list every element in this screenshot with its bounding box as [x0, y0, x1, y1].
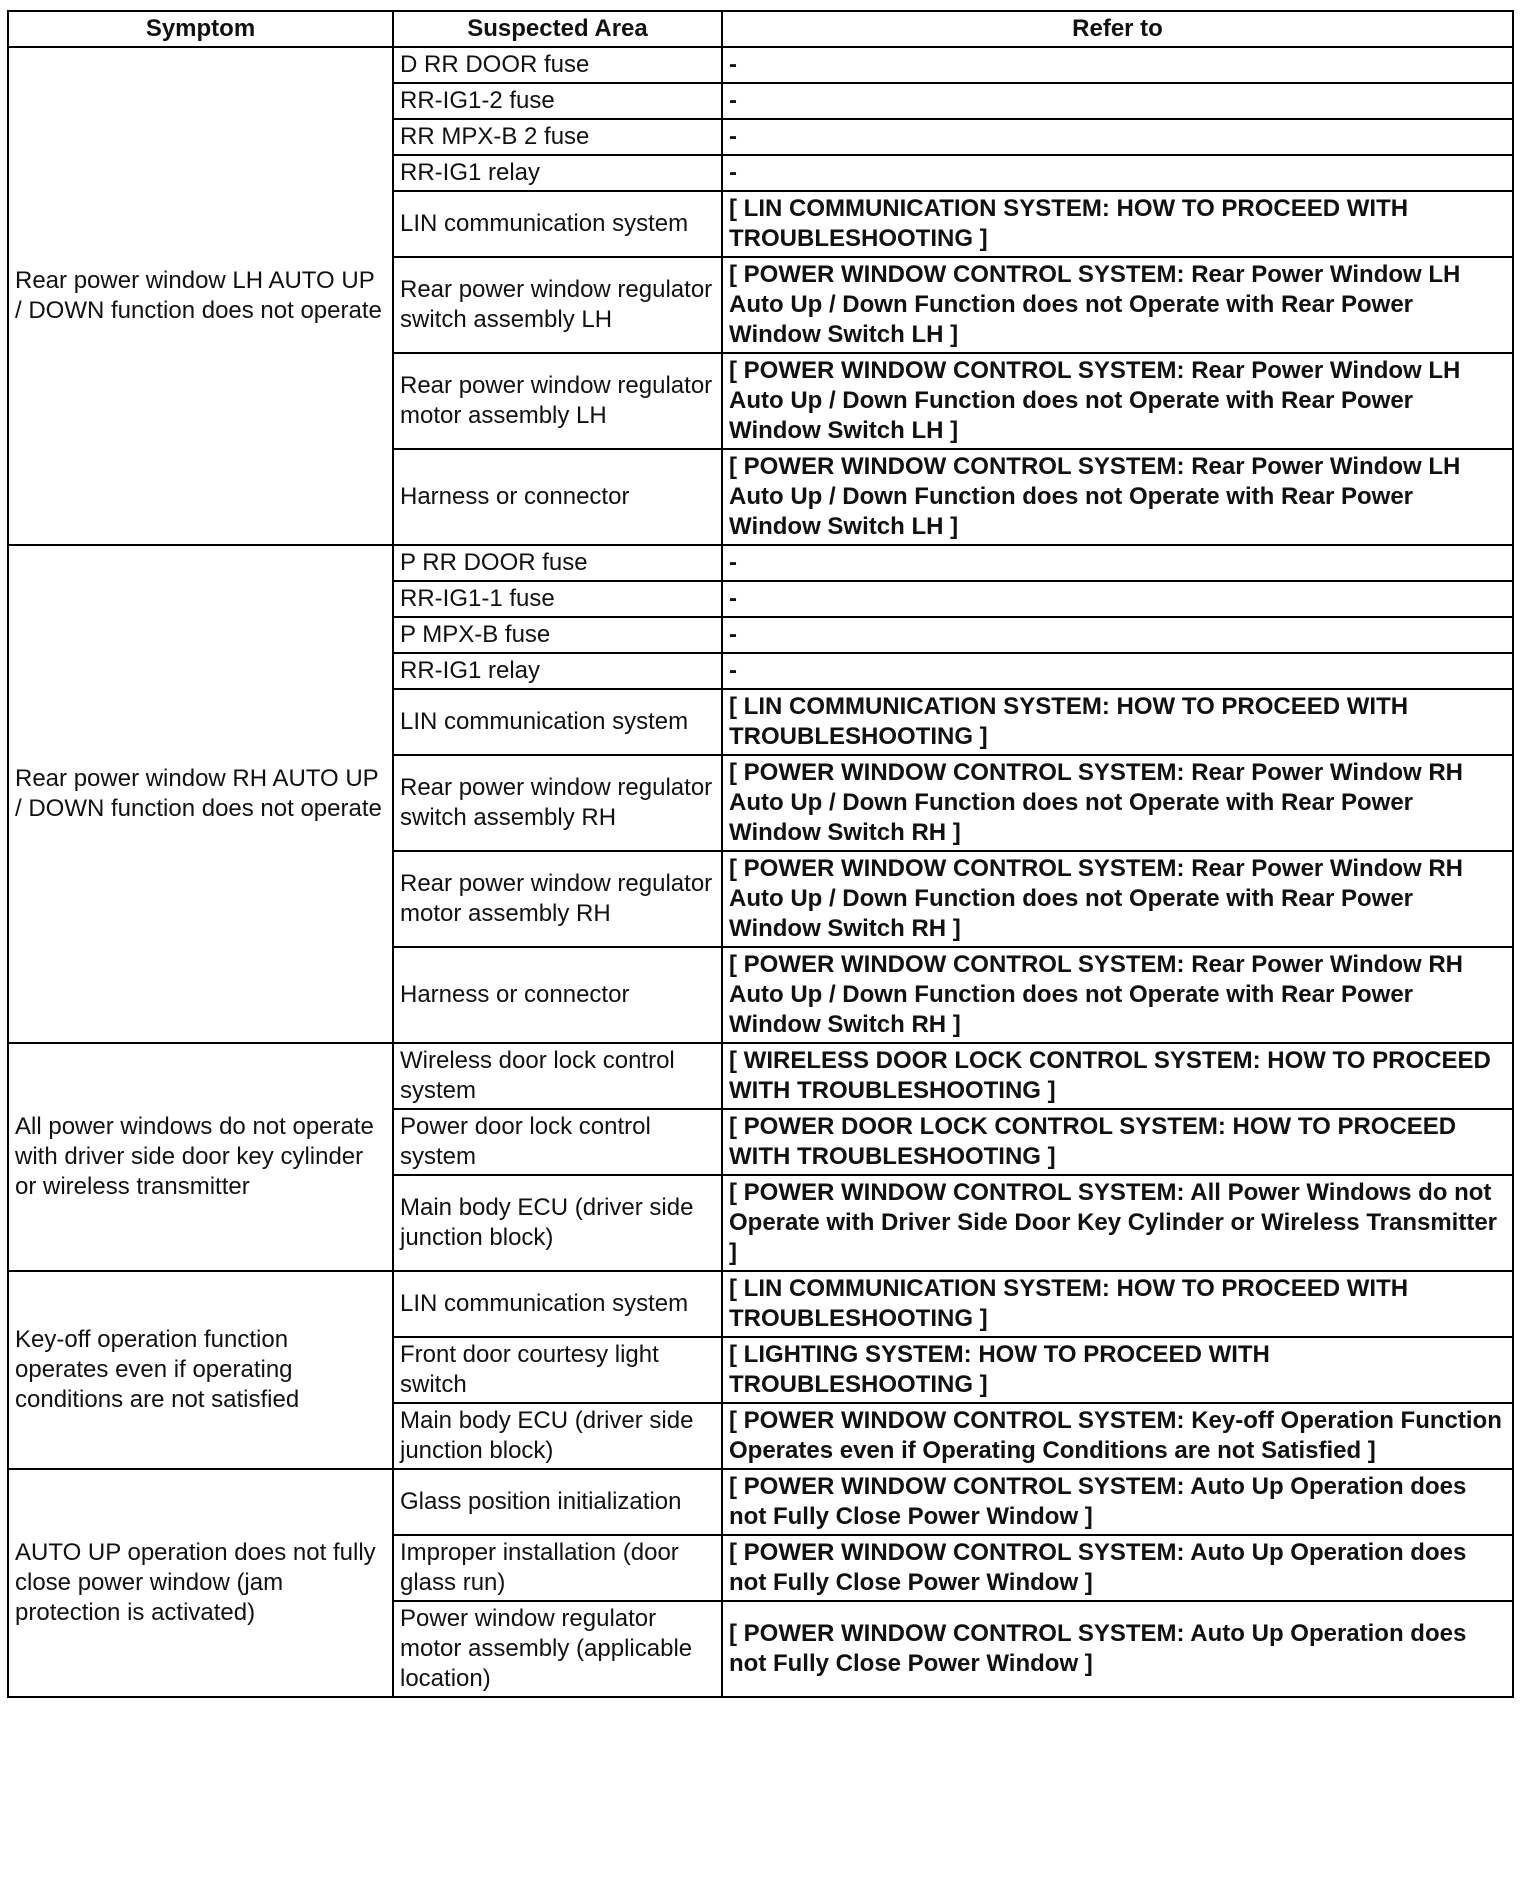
suspected-area-cell: RR-IG1 relay: [393, 155, 722, 191]
refer-to-cell: [ POWER WINDOW CONTROL SYSTEM: Rear Power Window LH Auto Up / Down Function does not Operate with Rear Power Window Switch LH ]: [722, 449, 1513, 545]
suspected-area-cell: Improper installation (door glass run): [393, 1535, 722, 1601]
suspected-area-cell: LIN communication system: [393, 689, 722, 755]
suspected-area-cell: P MPX-B fuse: [393, 617, 722, 653]
refer-to-cell: [ LIN COMMUNICATION SYSTEM: HOW TO PROCEED WITH TROUBLESHOOTING ]: [722, 689, 1513, 755]
refer-to-cell: -: [722, 83, 1513, 119]
table-row: [8, 47, 1513, 83]
suspected-area-cell: Glass position initialization: [393, 1469, 722, 1535]
refer-to-cell: [ POWER WINDOW CONTROL SYSTEM: Auto Up Operation does not Fully Close Power Window ]: [722, 1469, 1513, 1535]
suspected-area-cell: RR-IG1 relay: [393, 653, 722, 689]
suspected-area-cell: Rear power window regulator motor assembly LH: [393, 353, 722, 449]
symptom-cell: Rear power window LH AUTO UP / DOWN function does not operate: [8, 47, 393, 545]
refer-to-cell: -: [722, 155, 1513, 191]
header-refer-to: Refer to: [722, 11, 1513, 47]
table-body: [8, 47, 1513, 1697]
suspected-area-cell: RR-IG1-2 fuse: [393, 83, 722, 119]
table-row: [8, 1469, 1513, 1535]
refer-to-cell: [ POWER WINDOW CONTROL SYSTEM: Rear Power Window LH Auto Up / Down Function does not Operate with Rear Power Window Switch LH ]: [722, 353, 1513, 449]
header-symptom: Symptom: [8, 11, 393, 47]
refer-to-cell: [ POWER WINDOW CONTROL SYSTEM: All Power Windows do not Operate with Driver Side Door Key Cylinder or Wireless Transmitter ]: [722, 1175, 1513, 1271]
refer-to-cell: -: [722, 545, 1513, 581]
troubleshooting-table: [7, 10, 1514, 1698]
table-row: [8, 1271, 1513, 1337]
suspected-area-cell: RR-IG1-1 fuse: [393, 581, 722, 617]
suspected-area-cell: Wireless door lock control system: [393, 1043, 722, 1109]
table-row: [8, 545, 1513, 581]
refer-to-cell: [ POWER WINDOW CONTROL SYSTEM: Rear Power Window RH Auto Up / Down Function does not Operate with Rear Power Window Switch RH ]: [722, 947, 1513, 1043]
refer-to-cell: -: [722, 119, 1513, 155]
suspected-area-cell: Main body ECU (driver side junction block): [393, 1175, 722, 1271]
refer-to-cell: [ POWER WINDOW CONTROL SYSTEM: Key-off Operation Function Operates even if Operating Conditions are not Satisfied ]: [722, 1403, 1513, 1469]
refer-to-cell: -: [722, 617, 1513, 653]
suspected-area-cell: Rear power window regulator motor assembly RH: [393, 851, 722, 947]
suspected-area-cell: Rear power window regulator switch assembly LH: [393, 257, 722, 353]
refer-to-cell: -: [722, 581, 1513, 617]
suspected-area-cell: Rear power window regulator switch assembly RH: [393, 755, 722, 851]
suspected-area-cell: Power window regulator motor assembly (applicable location): [393, 1601, 722, 1697]
suspected-area-cell: Harness or connector: [393, 449, 722, 545]
refer-to-cell: -: [722, 47, 1513, 83]
refer-to-cell: [ POWER WINDOW CONTROL SYSTEM: Rear Power Window RH Auto Up / Down Function does not Operate with Rear Power Window Switch RH ]: [722, 851, 1513, 947]
symptom-cell: Rear power window RH AUTO UP / DOWN function does not operate: [8, 545, 393, 1043]
suspected-area-cell: Harness or connector: [393, 947, 722, 1043]
refer-to-cell: -: [722, 653, 1513, 689]
refer-to-cell: [ POWER WINDOW CONTROL SYSTEM: Rear Power Window LH Auto Up / Down Function does not Operate with Rear Power Window Switch LH ]: [722, 257, 1513, 353]
table-row: [8, 1043, 1513, 1109]
suspected-area-cell: Power door lock control system: [393, 1109, 722, 1175]
refer-to-cell: [ POWER WINDOW CONTROL SYSTEM: Auto Up Operation does not Fully Close Power Window ]: [722, 1601, 1513, 1697]
refer-to-cell: [ LIGHTING SYSTEM: HOW TO PROCEED WITH TROUBLESHOOTING ]: [722, 1337, 1513, 1403]
refer-to-cell: [ LIN COMMUNICATION SYSTEM: HOW TO PROCEED WITH TROUBLESHOOTING ]: [722, 1271, 1513, 1337]
suspected-area-cell: Front door courtesy light switch: [393, 1337, 722, 1403]
refer-to-cell: [ POWER WINDOW CONTROL SYSTEM: Rear Power Window RH Auto Up / Down Function does not Operate with Rear Power Window Switch RH ]: [722, 755, 1513, 851]
suspected-area-cell: D RR DOOR fuse: [393, 47, 722, 83]
refer-to-cell: [ POWER WINDOW CONTROL SYSTEM: Auto Up Operation does not Fully Close Power Window ]: [722, 1535, 1513, 1601]
suspected-area-cell: LIN communication system: [393, 191, 722, 257]
symptom-cell: All power windows do not operate with driver side door key cylinder or wireless transmitter: [8, 1043, 393, 1271]
suspected-area-cell: P RR DOOR fuse: [393, 545, 722, 581]
symptom-cell: Key-off operation function operates even if operating conditions are not satisfied: [8, 1271, 393, 1469]
header-suspected-area: Suspected Area: [393, 11, 722, 47]
suspected-area-cell: RR MPX-B 2 fuse: [393, 119, 722, 155]
suspected-area-cell: Main body ECU (driver side junction block): [393, 1403, 722, 1469]
symptom-cell: AUTO UP operation does not fully close power window (jam protection is activated): [8, 1469, 393, 1697]
refer-to-cell: [ LIN COMMUNICATION SYSTEM: HOW TO PROCEED WITH TROUBLESHOOTING ]: [722, 191, 1513, 257]
refer-to-cell: [ WIRELESS DOOR LOCK CONTROL SYSTEM: HOW TO PROCEED WITH TROUBLESHOOTING ]: [722, 1043, 1513, 1109]
refer-to-cell: [ POWER DOOR LOCK CONTROL SYSTEM: HOW TO PROCEED WITH TROUBLESHOOTING ]: [722, 1109, 1513, 1175]
suspected-area-cell: LIN communication system: [393, 1271, 722, 1337]
header-row: [8, 11, 1513, 47]
